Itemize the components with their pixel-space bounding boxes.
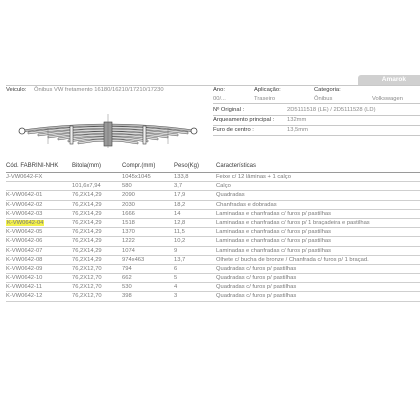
cell-codigo-text: K-VW0642-12 (6, 293, 43, 300)
spec-arqueamento-value: 132mm (287, 117, 307, 123)
table-row[interactable] (6, 274, 420, 283)
table-row[interactable] (6, 201, 420, 210)
cell-comprimento: 1045x1045 (122, 174, 151, 180)
table-row[interactable] (6, 210, 420, 219)
table-row[interactable] (6, 182, 420, 191)
header-rule (6, 85, 420, 86)
table-row[interactable] (6, 191, 420, 200)
table-row[interactable] (6, 292, 420, 301)
cell-codigo-text: K-VW0642-11 (6, 284, 42, 291)
cell-peso: 11,5 (174, 229, 185, 236)
category-tab-label: Amarok (381, 76, 406, 83)
cell-peso: 5 (174, 275, 178, 282)
category-tab[interactable] (358, 75, 420, 85)
cell-peso: 18,2 (174, 201, 186, 208)
spec-rule-2 (213, 125, 420, 126)
cell-comprimento: 398 (122, 293, 132, 300)
cell-bitola: 76,2X12,70 (72, 265, 102, 272)
categoria-value: Ônibus (314, 96, 333, 102)
cell-codigo (6, 265, 42, 273)
cell-caracteristicas: Laminadas e chanfradas c/ furos p/ pastilhas (216, 210, 332, 217)
table-row[interactable] (6, 228, 420, 237)
cell-caracteristicas: Quadradas c/ furos p/ pastilhas (216, 284, 297, 291)
vehicle-label: Veiculo: (6, 87, 27, 93)
cell-caracteristicas: Laminadas e chanfradas c/ furos p/ 1 braçadeira e pastilhas (216, 219, 370, 226)
cell-peso: 4 (174, 284, 178, 291)
spec-original-value: 2D5111518 (LE) / 2D5111528 (LD) (287, 107, 376, 113)
aplicacao-label: Aplicação: (254, 87, 281, 93)
cell-comprimento: 530 (122, 284, 132, 291)
header-caracteristicas: Características (216, 163, 257, 169)
aplicacao-value: Traseiro (254, 96, 276, 102)
spec-furo-label: Furo de centro : (213, 127, 254, 133)
parts-table (6, 161, 420, 302)
cell-codigo-text: K-VW0642-09 (6, 265, 43, 272)
ano-label: Ano: (213, 87, 225, 93)
cell-codigo-text: K-VW0642-03 (6, 210, 43, 217)
cell-peso: 14 (174, 210, 181, 217)
cell-bitola: 76,2X14,29 (72, 238, 102, 245)
cell-comprimento: 580 (122, 183, 132, 190)
table-row[interactable] (6, 173, 420, 182)
cell-codigo (6, 210, 42, 218)
cell-caracteristicas: Laminadas e chanfradas c/ furos p/ pastilhas (216, 229, 332, 236)
cell-peso: 13,7 (174, 256, 186, 263)
cell-peso: 17,9 (174, 192, 186, 199)
cell-comprimento: 1518 (122, 219, 135, 226)
ano-value: 00/... (213, 96, 226, 102)
table-row[interactable] (6, 247, 420, 256)
cell-codigo-text: K-VW0642-07 (6, 247, 43, 254)
table-row[interactable] (6, 256, 420, 265)
cell-codigo (6, 228, 42, 236)
leaf-spring-diagram (8, 100, 208, 150)
cell-codigo-text: K-VW0642-06 (6, 238, 43, 245)
cell-caracteristicas: Calço (216, 183, 231, 190)
cell-codigo (6, 274, 42, 282)
cell-bitola: 76,2X14,29 (72, 201, 102, 208)
cell-caracteristicas: Chanfradas e dobradas (216, 201, 277, 208)
cell-codigo (6, 292, 42, 300)
cell-caracteristicas: Quadradas c/ furos p/ pastilhas (216, 275, 297, 282)
cell-codigo (6, 173, 42, 181)
cell-caracteristicas: Feixe c/ 12 lâminas + 1 calço (216, 174, 291, 180)
cell-bitola: 76,2X14,29 (72, 229, 102, 236)
cell-caracteristicas: Laminadas e chanfradas c/ furos p/ pastilhas (216, 238, 332, 245)
spec-rule-1 (213, 115, 420, 116)
cell-bitola: 76,2X14,29 (72, 256, 102, 263)
table-row[interactable] (6, 265, 420, 274)
application-rule (213, 103, 420, 104)
cell-comprimento: 2030 (122, 201, 135, 208)
cell-codigo (6, 201, 42, 209)
cell-caracteristicas: Quadradas c/ furos p/ pastilhas (216, 265, 297, 272)
cell-comprimento: 1222 (122, 238, 135, 245)
cell-caracteristicas: Olhete c/ bucha de bronze / Chanfrada c/ furos p/ 1 braçad. (216, 256, 369, 263)
table-row[interactable] (6, 283, 420, 292)
cell-bitola: 76,2X12,70 (72, 275, 102, 282)
table-row[interactable] (6, 237, 420, 246)
spec-furo-value: 13,5mm (287, 127, 308, 133)
categoria-label: Categoria: (314, 87, 341, 93)
cell-comprimento: 2090 (122, 192, 135, 199)
cell-bitola: 76,2X14,29 (72, 219, 102, 226)
cell-codigo (6, 191, 42, 199)
cell-peso: 6 (174, 265, 178, 272)
cell-codigo (6, 237, 42, 245)
cell-codigo-text: K-VW0642-10 (6, 275, 43, 282)
table-row[interactable] (6, 219, 420, 228)
header-comprimento: Compr.(mm) (122, 163, 156, 169)
cell-codigo (6, 219, 44, 227)
header-codigo: Cód. FABRINI-NHK (6, 163, 59, 169)
cell-caracteristicas: Quadradas (216, 192, 245, 199)
cell-comprimento: 662 (122, 275, 132, 282)
cell-codigo-text: K-VW0642-08 (6, 256, 43, 263)
cell-comprimento: 1370 (122, 229, 135, 236)
cell-caracteristicas: Laminadas e chanfradas c/ furos p/ pastilhas (216, 247, 332, 254)
cell-comprimento: 794 (122, 265, 132, 272)
cell-codigo (6, 283, 42, 291)
cell-codigo-text: K-VW0642-02 (6, 201, 43, 208)
cell-codigo-text: K-VW0642-05 (6, 229, 43, 236)
header-peso: Peso(Kg) (174, 163, 200, 169)
brand-value: Volkswagen (372, 96, 403, 102)
cell-bitola: 76,2X12,70 (72, 284, 102, 291)
spec-rule-3 (213, 135, 420, 136)
table-header-row (6, 161, 420, 173)
cell-peso: 12,8 (174, 219, 186, 226)
cell-codigo (6, 247, 42, 255)
cell-bitola: 76,2X14,29 (72, 247, 102, 254)
cell-bitola: 101,6x7,94 (72, 183, 101, 190)
cell-comprimento: 1074 (122, 247, 135, 254)
cell-peso: 10,2 (174, 238, 186, 245)
cell-peso: 9 (174, 247, 178, 254)
cell-bitola: 76,2X14,29 (72, 192, 102, 199)
cell-comprimento: 974x463 (122, 256, 145, 263)
cell-codigo-text: K-VW0642-04 (7, 219, 44, 226)
vehicle-value: Ônibus VW fretamento 16180/16210/17210/17230 (34, 87, 164, 93)
header-bitola: Bitola(mm) (72, 163, 102, 169)
cell-bitola: 76,2X12,70 (72, 293, 102, 300)
cell-bitola: 76,2X14,29 (72, 210, 102, 217)
cell-codigo-text: J-VW0642-FX (6, 174, 43, 180)
cell-codigo (6, 256, 42, 264)
cell-peso: 3,7 (174, 183, 183, 190)
cell-caracteristicas: Quadradas c/ furos p/ pastilhas (216, 293, 297, 300)
cell-peso: 133,8 (174, 174, 189, 180)
spec-arqueamento-label: Arqueamento principal : (213, 117, 275, 123)
cell-comprimento: 1666 (122, 210, 135, 217)
cell-codigo-text: K-VW0642-01 (6, 192, 43, 199)
spec-original-label: Nº Original : (213, 107, 245, 113)
cell-peso: 3 (174, 293, 178, 300)
